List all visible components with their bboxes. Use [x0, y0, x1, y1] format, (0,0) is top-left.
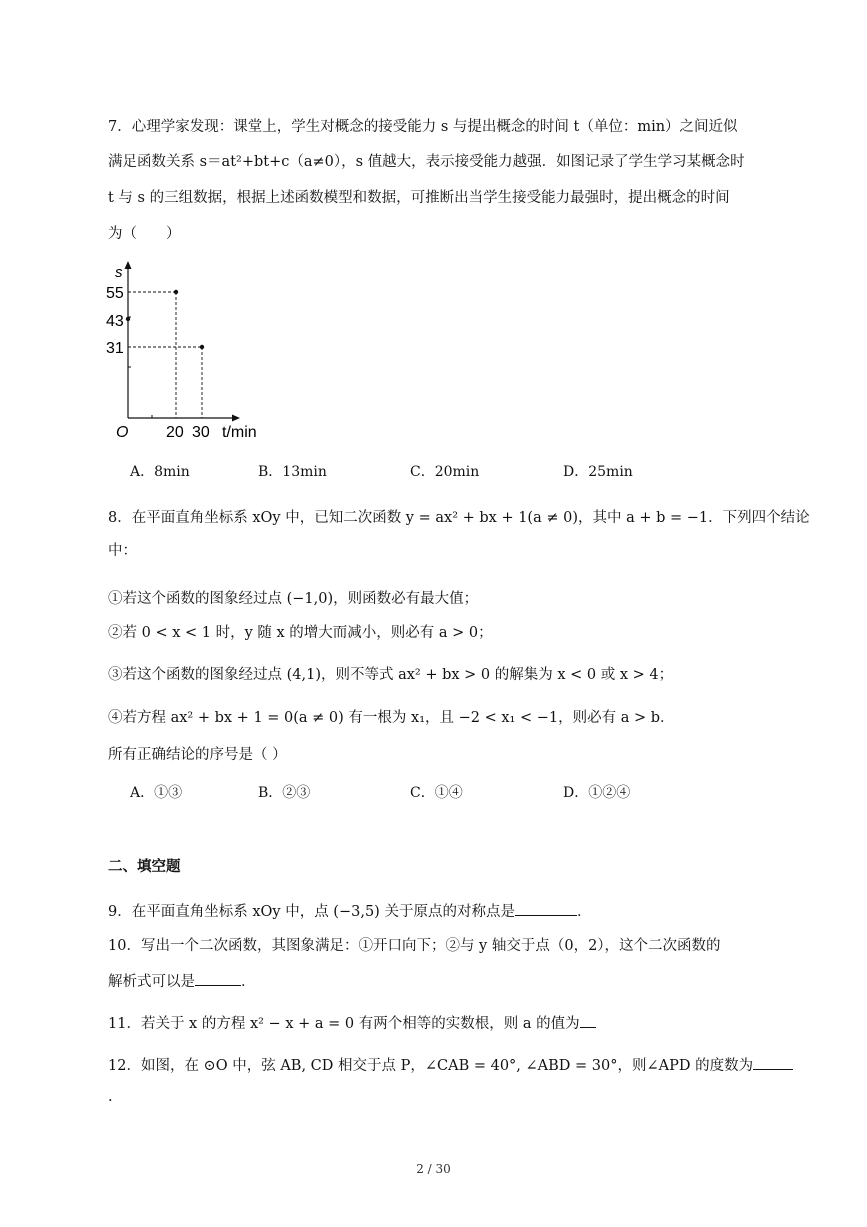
q7-option-a: A．8min [130, 464, 190, 480]
q9-line [108, 901, 591, 922]
y-tick-43: 43 [106, 313, 124, 330]
page-number: 2 / 30 [416, 1162, 451, 1176]
q10-line-2 [108, 971, 256, 992]
q7-option-b: B．13min [258, 464, 327, 480]
q7-graph [100, 258, 270, 448]
q8-conclusion-2: ②若 0 < x < 1 时，y 随 x 的增大而减小，则必有 a > 0； [108, 625, 493, 641]
q7-line-1: 7．心理学家发现：课堂上，学生对概念的接受能力 s 与提出概念的时间 t（单位：min）之间近似 [108, 119, 738, 135]
q8-conclusion-3: ③若这个函数的图象经过点 (4,1)，则不等式 ax² + bx > 0 的解集为 x < 0 或 x > 4； [108, 667, 674, 683]
q12-line [108, 1055, 793, 1076]
q7-line-3: t 与 s 的三组数据，根据上述函数模型和数据，可推断出当学生接受能力最强时，提出概念的时间 [108, 190, 730, 206]
q12-answer-blank[interactable] [753, 1055, 793, 1070]
q7-line-2: 满足函数关系 s＝at²+bt+c（a≠0），s 值越大，表示接受能力越强．如图记录了学生学习某概念时 [108, 154, 745, 170]
section-heading: 二、填空题 [108, 858, 181, 875]
q12-line-2: . [108, 1089, 113, 1105]
q7-option-c: C．20min [410, 464, 480, 480]
q7-line-4: 为（ ） [108, 226, 181, 242]
point-0-43 [126, 317, 130, 321]
y-axis-label: s [115, 264, 123, 281]
q7-option-d: D．25min [563, 464, 633, 480]
q8-conclusion-4: ④若方程 ax² + bx + 1 = 0(a ≠ 0) 有一根为 x₁，且 −2 < x₁ < −1，则必有 a > b． [108, 710, 675, 726]
q8-line-2: 中： [108, 543, 137, 559]
q10-line-1: 10．写出一个二次函数，其图象满足：①开口向下；②与 y 轴交于点（0，2），这个二次函数的 [108, 938, 721, 954]
x-axis-label: t/min [222, 424, 257, 441]
q10-end: ． [241, 974, 256, 990]
point-20-55 [174, 290, 178, 294]
q12-text: 12．如图，在 ⊙O 中，弦 AB, CD 相交于点 P，∠CAB = 40°, ∠ABD = 30°，则∠APD 的度数为 [108, 1058, 754, 1074]
y-tick-55: 55 [106, 285, 124, 302]
q8-option-a: A．①③ [130, 785, 183, 801]
q10-answer-blank[interactable] [195, 971, 241, 986]
q8-line-1: 8．在平面直角坐标系 xOy 中，已知二次函数 y = ax² + bx + 1(a ≠ 0)，其中 a + b = −1．下列四个结论 [108, 510, 810, 526]
q8-conclusion-1: ①若这个函数的图象经过点 (−1,0)，则函数必有最大值； [108, 591, 479, 607]
q8-option-c: C．①④ [410, 785, 463, 801]
q9-end: ． [576, 904, 592, 920]
q11-line [108, 1013, 596, 1034]
q8-prompt: 所有正确结论的序号是（ ） [108, 747, 287, 763]
x-tick-30: 30 [192, 424, 210, 441]
q11-text: 11．若关于 x 的方程 x² − x + a = 0 有两个相等的实数根，则 a 的值为 [108, 1016, 580, 1032]
q8-option-d: D．①②④ [563, 785, 631, 801]
point-30-31 [200, 345, 204, 349]
q10-text: 解析式可以是 [108, 974, 195, 990]
x-tick-20: 20 [166, 424, 184, 441]
origin-label: O [116, 424, 129, 441]
q8-option-b: B．②③ [258, 785, 311, 801]
y-tick-31: 31 [106, 340, 124, 357]
q9-answer-blank[interactable] [515, 901, 577, 916]
q11-answer-blank[interactable] [580, 1013, 596, 1028]
q9-text: 9．在平面直角坐标系 xOy 中，点 (−3,5) 关于原点的对称点是 [108, 904, 515, 920]
